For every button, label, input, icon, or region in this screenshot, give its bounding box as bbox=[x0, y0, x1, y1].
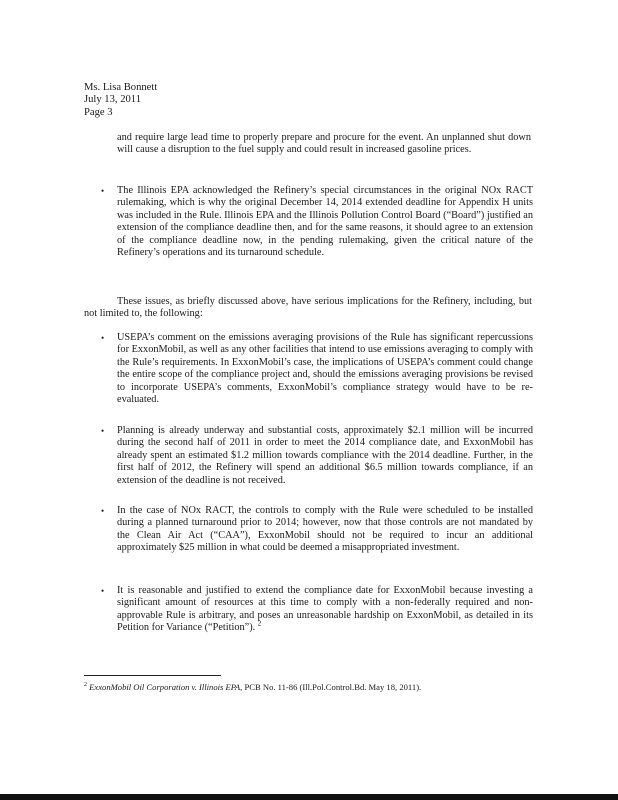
scan-edge-bar bbox=[0, 794, 618, 800]
bullet-marker: • bbox=[101, 333, 105, 343]
footnote-citation: , PCB No. 11-86 (Ill.Pol.Control.Bd. May 18, 2011). bbox=[240, 682, 422, 692]
letter-date: July 13, 2011 bbox=[84, 94, 141, 106]
recipient-name: Ms. Lisa Bonnett bbox=[84, 82, 158, 93]
page-number: Page 3 bbox=[84, 106, 113, 118]
bullet-marker: • bbox=[101, 186, 105, 196]
footnote bbox=[84, 682, 421, 692]
footnote-divider bbox=[84, 675, 221, 676]
bullet-marker: • bbox=[101, 506, 105, 516]
intro-paragraph: These issues, as briefly discussed above, have serious implications for the Refinery, including, but not limited to, the following: bbox=[84, 296, 532, 320]
bullet-text: Planning is already underway and substantial costs, approximately $2.1 million will be incurred during the second half of 2011 in order to meet the 2014 compliance date, and ExxonMobil has already spent an estimated $1.2 million towards compliance with the 2014 deadline. Further, in the first half of 2012, the Refinery will spend an additional $6.5 million towards compliance, if an extension of the deadline is not received. bbox=[117, 425, 533, 486]
bullet-text: The Illinois EPA acknowledged the Refinery’s special circumstances in the original NOx RACT rulemaking, which is why the original December 14, 2014 extended deadline for Appendix H units was included in the Rule. Illinois EPA and the Illinois Pollution Control Board (“Board”) justified an extension of the compliance deadline then, and for the same reasons, it should agree to an extension of the compliance deadline now, in the pending rulemaking, given the critical nature of the Refinery’s operations and its turnaround schedule. bbox=[117, 185, 533, 259]
bullet-body: It is reasonable and justified to extend the compliance date for ExxonMobil because investing a significant amount of resources at this time to comply with a non-federally required and non-approvable Rule is arbitrary, and poses an unreasonable hardship on ExxonMobil, as detailed in its Petition for Variance (“Petition”). bbox=[117, 585, 533, 634]
bullet-text bbox=[117, 585, 533, 635]
bullet-text: USEPA’s comment on the emissions averaging provisions of the Rule has significant repercussions for ExxonMobil, as well as any other facilities that intend to use emissions averaging to comply with the Rule’s requirements. In ExxonMobil’s case, the implications of USEPA’s comment could change the entire scope of the compliance project and, should the emissions averaging provisions be revised to incorporate USEPA’s comments, ExxonMobil’s compliance strategy would have to be re-evaluated. bbox=[117, 332, 533, 406]
letter-header bbox=[84, 82, 157, 119]
continued-paragraph: and require large lead time to properly prepare and procure for the event. An unplanned shut down will cause a disruption to the fuel supply and could result in increased gasoline prices. bbox=[117, 132, 531, 156]
footnote-reference[interactable]: 2 bbox=[257, 619, 262, 628]
bullet-marker: • bbox=[101, 586, 105, 596]
footnote-case-name: ExxonMobil Oil Corporation v. Illinois EPA bbox=[89, 682, 241, 692]
bullet-text: In the case of NOx RACT, the controls to comply with the Rule were scheduled to be installed during a planned turnaround prior to 2014; however, now that those controls are not mandated by the Clean Air Act (“CAA”), ExxonMobil should not be required to incur an additional approximately $25 million in what could be deemed a misappropriated investment. bbox=[117, 505, 533, 554]
bullet-marker: • bbox=[101, 426, 105, 436]
footnote-number: 2 bbox=[84, 682, 87, 689]
